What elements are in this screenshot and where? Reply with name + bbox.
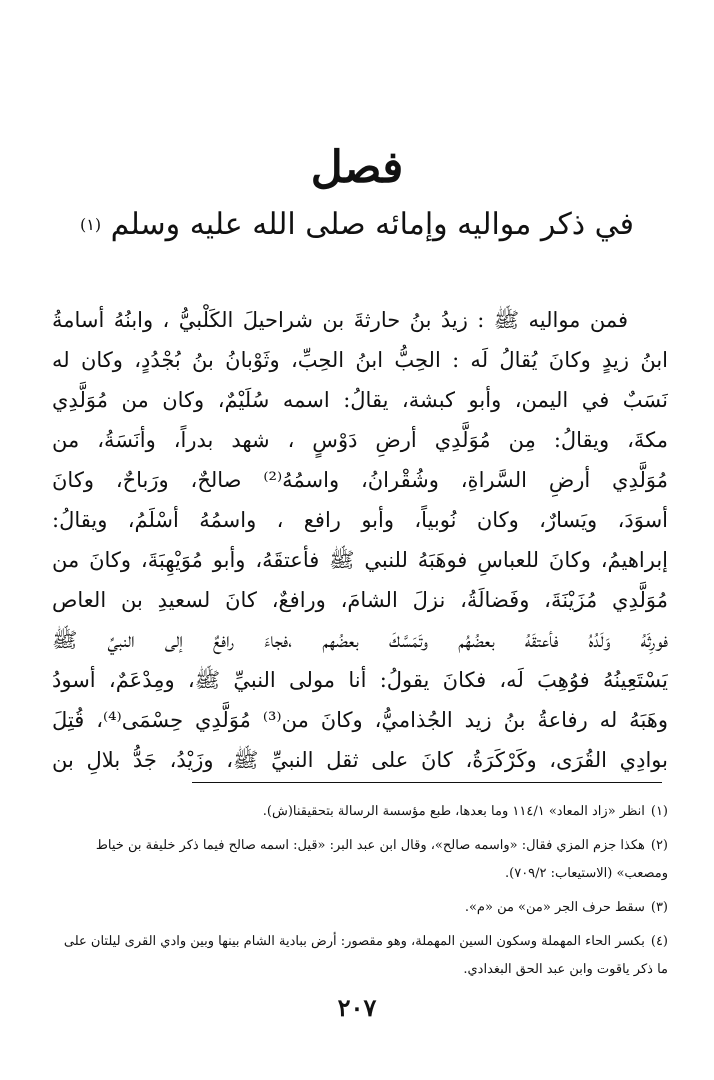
footnote-number: (٤) <box>650 934 668 949</box>
footnote <box>52 928 668 984</box>
section-title: فصل <box>310 142 404 193</box>
footnote-divider <box>192 782 662 783</box>
section-subtitle <box>60 200 654 250</box>
subtitle-text: في ذكر مواليه وإمائه صلى الله عليه وسلم <box>110 207 634 242</box>
text-line: وهَبَهُ له رفاعةُ بنُ زيد الجُذاميُّ، وكانَ من⁽³⁾ مُوَلَّدِي حِسْمَى⁽⁴⁾، قُتِلَ <box>52 708 668 732</box>
footnote <box>52 798 668 826</box>
text-line: أسوَدَ، ويَسارٌ، وكان نُوبياً، وأبو رافع ، واسمُهُ أسْلَمُ، ويقالُ: <box>52 508 668 532</box>
footnote <box>52 832 668 888</box>
text-line: ابنُ زيدٍ وكانَ يُقالُ لَه : الحِبُّ ابنُ الحِبِّ، وثَوْبانُ بنُ بُجْدُدٍ، وكان له <box>52 348 668 372</box>
footnote-text: انظر «زاد المعاد» ١١٤/١ وما بعدها، طبع مؤسسة الرسالة بتحقيقنا(ش). <box>262 804 645 819</box>
main-text <box>52 300 668 780</box>
page-number: ٢٠٧ <box>337 993 377 1022</box>
footnote-text: سقط حرف الجر «من» من «م». <box>464 900 645 915</box>
footnote-text: هكذا جزم المزي فقال: «واسمه صالح»، وقال ابن عبد البر: «قيل: اسمه صالح فيما ذكر خليفة بن خياط ومصعب» (الاستيعاب: ٧٠٩/٢). <box>95 838 668 881</box>
footnotes <box>52 798 668 990</box>
text-line: مُوَلَّدِي أرضِ السَّراةِ، وشُقْرانُ، واسمُهُ⁽²⁾ صالحٌ، ورَباحٌ، وكانَ <box>52 468 668 492</box>
text-line: فمن مواليه ﷺ : زيدُ بنُ حارثةَ بن شراحيلَ الكَلْبيُّ ، وابنُهُ أسامةُ <box>52 308 628 332</box>
subtitle-footnote-marker: (١) <box>80 215 102 234</box>
footnote-number: (١) <box>650 804 668 819</box>
text-line: إبراهيمُ، وكانَ للعباسِ فوهَبَهُ للنبي ﷺ فأعتقَهُ، وأبو مُوَيْهِبَةَ، وكانَ من <box>52 548 668 572</box>
text-line: بوادِي القُرَى، وكَرْكَرَةُ، كانَ على ثقل النبيِّ ﷺ، وزَيْدُ، جَدُّ بلالِ بن <box>52 748 668 772</box>
text-line: مكةَ، ويقالُ: مِن مُوَلَّدِي أرضِ دَوْسٍ ، شهد بدراً، وأنَسَةُ، من <box>52 428 668 452</box>
footnote-number: (٣) <box>650 900 668 915</box>
text-line: يَسْتَعِينُهُ فوُهِبَ لَه، فكانَ يقولُ: أنا مولى النبيِّ ﷺ، ومِدْعَمٌ، أسودُ <box>52 668 668 692</box>
text-line: فورِثَهُ وَلَدُهُ فأعتقَهُ بعضُهُم وتَمَسَّكَ بعضُهم ،فجاءَ رافعٌ إلى النبيِّ ﷺ <box>52 628 668 652</box>
footnote-text: بكسر الحاء المهملة وسكون السين المهملة، وهو مقصور: أرض ببادية الشام بينها وبين وادي القرى ليلتان على ما ذكر ياقوت وابن عبد الحق البغدادي. <box>63 934 668 977</box>
footnote <box>52 894 668 922</box>
text-line: نَسَبٌ في اليمن، وأبو كبشة، يقالُ: اسمه سُلَيْمٌ، وكان من مُوَلَّدِي <box>52 388 668 412</box>
text-line: مُوَلَّدِي مُزَيْنَةَ، وفَضالَةُ، نزلَ الشامَ، ورافعٌ، كانَ لسعيدِ بن العاص <box>52 588 668 612</box>
footnote-number: (٢) <box>650 838 668 853</box>
